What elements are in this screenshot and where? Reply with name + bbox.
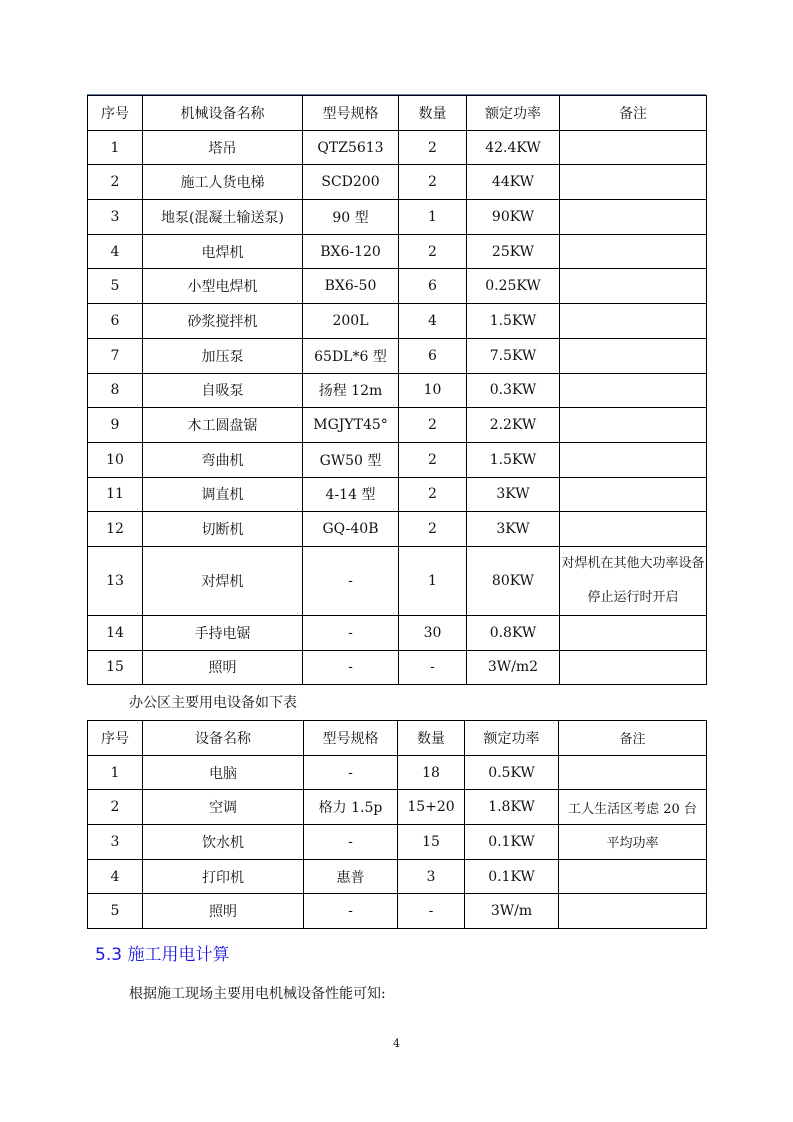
table-cell: 18 (398, 755, 465, 790)
table-cell: 0.1KW (465, 859, 559, 894)
table-cell (560, 615, 707, 650)
table-cell (560, 373, 707, 408)
table-cell: 0.5KW (465, 755, 559, 790)
column-header: 数量 (399, 96, 467, 131)
table-row (88, 373, 707, 408)
table-cell: 9 (88, 408, 143, 443)
table-row (88, 130, 707, 165)
table-cell: 2 (88, 790, 143, 825)
table-cell: GQ-40B (303, 512, 399, 547)
table-cell: 4 (399, 304, 467, 339)
table-cell: 10 (399, 373, 467, 408)
table-cell: - (304, 825, 398, 860)
header-row (88, 721, 707, 756)
office-equipment-table (87, 720, 707, 929)
table-row (88, 442, 707, 477)
table-row (88, 234, 707, 269)
table-cell (559, 755, 707, 790)
table-cell: 11 (88, 477, 143, 512)
table-cell: 2 (399, 165, 467, 200)
table-row (88, 650, 707, 685)
table-cell: 小型电焊机 (143, 269, 303, 304)
table-cell: 对焊机在其他大功率设备停止运行时开启 (560, 546, 707, 615)
table-cell: 照明 (143, 650, 303, 685)
table-cell: 切断机 (143, 512, 303, 547)
table-cell: 7.5KW (467, 338, 560, 373)
table-cell: 6 (399, 269, 467, 304)
table-cell: 3 (398, 859, 465, 894)
office-table-caption: 办公区主要用电设备如下表 (129, 695, 297, 711)
table-row (88, 165, 707, 200)
table-cell (560, 165, 707, 200)
table-row (88, 859, 707, 894)
table-cell: 44KW (467, 165, 560, 200)
table-cell: 4-14 型 (303, 477, 399, 512)
table-cell: 手持电锯 (143, 615, 303, 650)
table-row (88, 269, 707, 304)
table-cell: 3KW (467, 512, 560, 547)
table-cell: 65DL*6 型 (303, 338, 399, 373)
table-cell: 工人生活区考虑 20 台 (559, 790, 707, 825)
table-cell: 5 (88, 894, 143, 929)
page-number: 4 (393, 1037, 400, 1050)
table-cell: 2 (399, 512, 467, 547)
table-cell: 42.4KW (467, 130, 560, 165)
table-cell: 15+20 (398, 790, 465, 825)
table-cell: 6 (88, 304, 143, 339)
column-header: 设备名称 (143, 721, 304, 756)
column-header: 型号规格 (304, 721, 398, 756)
table-cell: 0.8KW (467, 615, 560, 650)
table-cell (560, 442, 707, 477)
table-cell: 加压泵 (143, 338, 303, 373)
table-cell (560, 269, 707, 304)
table-row (88, 755, 707, 790)
table-cell: 30 (399, 615, 467, 650)
table-cell: 弯曲机 (143, 442, 303, 477)
table-cell: 0.25KW (467, 269, 560, 304)
table-cell: 2 (399, 442, 467, 477)
table-cell: 13 (88, 546, 143, 615)
column-header: 额定功率 (467, 96, 560, 131)
table-row (88, 304, 707, 339)
table-cell: BX6-120 (303, 234, 399, 269)
table-cell: - (398, 894, 465, 929)
table-cell: 12 (88, 512, 143, 547)
table-cell (559, 859, 707, 894)
table-cell: 3 (88, 825, 143, 860)
table-row (88, 825, 707, 860)
table-cell (560, 650, 707, 685)
table-cell: 2 (399, 234, 467, 269)
table-cell: 6 (399, 338, 467, 373)
machinery-table (87, 95, 707, 685)
table-cell: MGJYT45° (303, 408, 399, 443)
table-cell: 3 (88, 200, 143, 235)
table-cell: 4 (88, 234, 143, 269)
table-cell: 调直机 (143, 477, 303, 512)
table-cell: BX6-50 (303, 269, 399, 304)
table-cell: 90 型 (303, 200, 399, 235)
table-cell: 1.8KW (465, 790, 559, 825)
table-cell: 1 (88, 755, 143, 790)
table-row (88, 200, 707, 235)
table-row (88, 546, 707, 615)
table-cell: 对焊机 (143, 546, 303, 615)
table-cell: - (304, 755, 398, 790)
table-cell: - (303, 546, 399, 615)
table-cell (560, 477, 707, 512)
table-cell (560, 234, 707, 269)
table-row (88, 408, 707, 443)
body-paragraph: 根据施工现场主要用电机械设备性能可知: (129, 986, 386, 1002)
table-cell: 木工圆盘锯 (143, 408, 303, 443)
table-cell: 照明 (143, 894, 304, 929)
table-cell: 15 (398, 825, 465, 860)
table-cell: 电焊机 (143, 234, 303, 269)
table-cell: 1 (399, 546, 467, 615)
table-row (88, 790, 707, 825)
table-cell: 塔吊 (143, 130, 303, 165)
table-cell: 200L (303, 304, 399, 339)
table-cell: 1 (88, 130, 143, 165)
table-cell: 25KW (467, 234, 560, 269)
header-row (88, 96, 707, 131)
column-header: 备注 (560, 96, 707, 131)
column-header: 序号 (88, 96, 143, 131)
table-cell: 4 (88, 859, 143, 894)
table-cell: 1 (399, 200, 467, 235)
table-cell: - (304, 894, 398, 929)
table-cell: 3W/m2 (467, 650, 560, 685)
table-cell: - (303, 650, 399, 685)
table-cell: 1.5KW (467, 304, 560, 339)
table-cell: 施工人货电梯 (143, 165, 303, 200)
table-cell: 2 (399, 477, 467, 512)
table-cell (560, 338, 707, 373)
table-cell: 80KW (467, 546, 560, 615)
table-row (88, 512, 707, 547)
table-cell: 地泵(混凝土输送泵) (143, 200, 303, 235)
table-cell: 3KW (467, 477, 560, 512)
table-cell (560, 408, 707, 443)
table-cell: 2 (399, 130, 467, 165)
table-cell: 打印机 (143, 859, 304, 894)
table-row (88, 615, 707, 650)
table-row (88, 477, 707, 512)
table-cell (560, 200, 707, 235)
table-cell: 2.2KW (467, 408, 560, 443)
table-cell (559, 894, 707, 929)
column-header: 序号 (88, 721, 143, 756)
table-cell: 15 (88, 650, 143, 685)
table-cell: 7 (88, 338, 143, 373)
table-cell: - (399, 650, 467, 685)
table-cell: 14 (88, 615, 143, 650)
column-header: 机械设备名称 (143, 96, 303, 131)
table-cell: 自吸泵 (143, 373, 303, 408)
table-cell: 8 (88, 373, 143, 408)
table-cell: 0.3KW (467, 373, 560, 408)
table-cell: 1.5KW (467, 442, 560, 477)
table-cell: 平均功率 (559, 825, 707, 860)
table-cell: 空调 (143, 790, 304, 825)
table-cell (560, 304, 707, 339)
table-cell: - (303, 615, 399, 650)
table-cell: 90KW (467, 200, 560, 235)
table-cell: 10 (88, 442, 143, 477)
table-cell: 2 (399, 408, 467, 443)
table-cell: 扬程 12m (303, 373, 399, 408)
column-header: 备注 (559, 721, 707, 756)
table-cell: 惠普 (304, 859, 398, 894)
table-cell: 0.1KW (465, 825, 559, 860)
table-cell (560, 512, 707, 547)
table-cell: QTZ5613 (303, 130, 399, 165)
table-cell: 格力 1.5p (304, 790, 398, 825)
column-header: 额定功率 (465, 721, 559, 756)
column-header: 型号规格 (303, 96, 399, 131)
table-cell: 3W/m (465, 894, 559, 929)
table-cell: SCD200 (303, 165, 399, 200)
table-cell (560, 130, 707, 165)
table-cell: 电脑 (143, 755, 304, 790)
table-row (88, 894, 707, 929)
table-cell: 砂浆搅拌机 (143, 304, 303, 339)
table-cell: 2 (88, 165, 143, 200)
table-row (88, 338, 707, 373)
column-header: 数量 (398, 721, 465, 756)
table-cell: 5 (88, 269, 143, 304)
table-cell: GW50 型 (303, 442, 399, 477)
table-cell: 饮水机 (143, 825, 304, 860)
section-heading: 5.3 施工用电计算 (95, 945, 230, 965)
